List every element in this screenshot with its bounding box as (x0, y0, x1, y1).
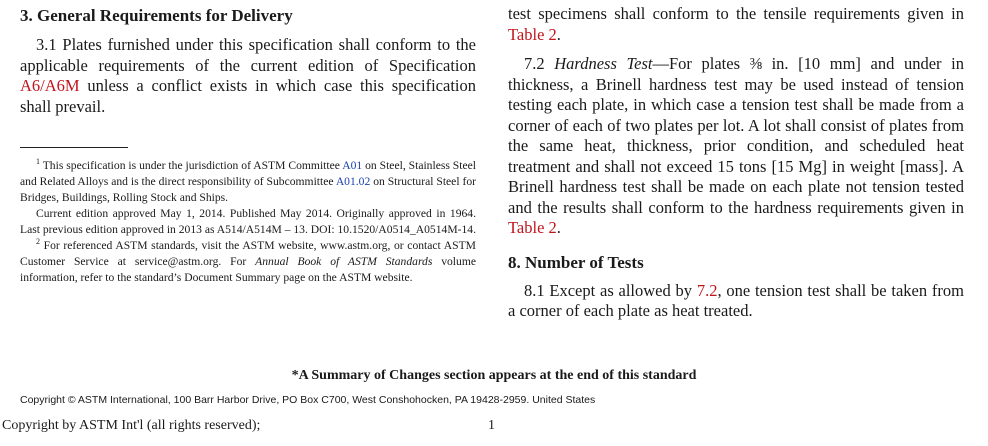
copyright-notice: Copyright by ASTM Int'l (all rights reserved); (2, 418, 261, 433)
summary-of-changes-note: *A Summary of Changes section appears at the end of this standard (291, 368, 697, 383)
paragraph-8-1 (508, 281, 964, 322)
footnote-2-mark: 2 (36, 237, 40, 247)
section-8-heading: 8. Number of Tests (508, 252, 644, 272)
paragraph-3-1-text: 3.1 Plates furnished under this specification shall conform to the applicable requirements of the current edition of Specification (20, 35, 476, 75)
footnote-2-italic: Annual Book of ASTM Standards (255, 255, 433, 268)
footnote-1-text-b: on Steel, Stainless Steel and Related Alloys and is the direct responsibility of Subcommittee (20, 159, 476, 188)
footnote-2-text: For referenced ASTM standards, visit the ASTM website, www.astm.org, or contact ASTM Customer Service at service@astm.org. For (20, 239, 476, 268)
footnote-1 (20, 158, 476, 206)
spec-a6-link[interactable]: A6/A6M (20, 76, 80, 95)
committee-a01-link[interactable]: A01 (342, 159, 363, 172)
continuation-period: . (556, 24, 561, 44)
paragraph-3-1-text-end: unless a conflict exists in which case this specification shall prevail. (20, 76, 476, 116)
subcommittee-a01-02-link[interactable]: A01.02 (335, 175, 371, 188)
paragraph-8-1-text-end: , one tension test shall be taken from a corner of each plate as heat treated. (508, 280, 964, 320)
paragraph-3-1 (20, 35, 476, 117)
paragraph-8-1-text: 8.1 Except as allowed by (524, 280, 697, 300)
paragraph-7-2-period: . (556, 218, 561, 237)
continuation-text: test specimens shall conform to the tensile requirements given in (508, 4, 964, 23)
right-column (508, 0, 964, 322)
footnote-2-text-b: volume information, refer to the standard’s Document Summary page on the ASTM website. (20, 255, 476, 284)
page-number: 1 (488, 418, 495, 433)
footnote-1-mark: 1 (36, 157, 40, 167)
paragraph-7-2-text: —For plates ⅜ in. [10 mm] and under in thickness, a Brinell hardness test may be used instead of tension testing each plate, in which case a tension test shall be made from a corner of each of two plates per lot. A lot shall consist of plates from the same heat, thickness, prior condition, and scheduled heat treatment and shall not exceed 15 tons [15 Mg] in weight [mass]. A Brinell hardness test shall be made on each plate not tension tested and the results shall conform to the hardness requirements given in (508, 54, 964, 217)
section-7-2-link[interactable]: 7.2 (696, 280, 718, 300)
table-2-link-2[interactable]: Table 2 (508, 218, 557, 237)
paragraph-7-2-number: 7.2 (524, 54, 555, 73)
section-3-heading: 3. General Requirements for Delivery (20, 6, 293, 25)
astm-copyright-line: Copyright © ASTM International, 100 Barr Harbor Drive, PO Box C700, West Conshohocken, PA 19428-2959. United States (20, 394, 596, 406)
footnote-divider (20, 147, 128, 148)
table-2-link[interactable]: Table 2 (508, 24, 557, 44)
continuation-paragraph (508, 4, 964, 45)
paragraph-7-2 (508, 54, 964, 239)
footnote-1-text: This specification is under the jurisdiction of ASTM Committee (40, 159, 343, 172)
footnote-1-text-c: on Structural Steel for Bridges, Buildings, Rolling Stock and Ships. (20, 175, 476, 204)
footnotes (20, 158, 476, 286)
current-edition-note: Current edition approved May 1, 2014. Published May 2014. Originally approved in 1964. Last previous edition approved in 2013 as A514/A514M – 13. DOI: 10.1520/A0514_A0514M-14. (20, 207, 476, 236)
left-column (20, 0, 476, 117)
hardness-test-title: Hardness Test (554, 54, 653, 73)
footnote-2 (20, 238, 476, 286)
